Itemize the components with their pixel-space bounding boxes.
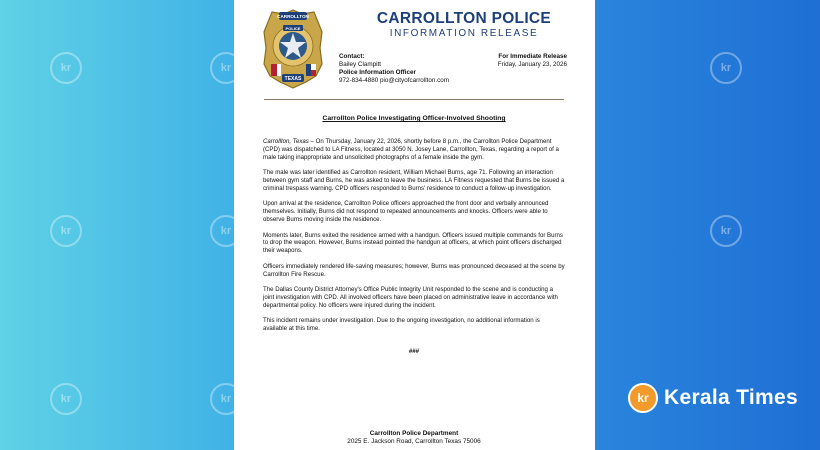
svg-text:CARROLLTON: CARROLLTON [277,14,309,19]
footer-name: Carrollton Police Department [369,430,459,437]
header-divider [264,99,564,100]
paragraph-text: – On Thursday, January 22, 2026, shortly before 8 p.m., the Carrollton Police Department (CPD) was dispatched to LA Fitness, located at 3050 N. Josey Lane, Carrollton, Texas, regarding a report of a male taking inappropriate and unsolicited photographs of a female inside the gym. [263,138,559,161]
paragraph: The male was later identified as Carrollton resident, William Michael Burns, age 71. Following an interaction between gym staff and Burns, he was asked to leave the business. LA Fitness requested that Burns be issued a criminal trespass warning. CPD officers responded to Burns' residence to conduct a follow-up investigation. [263,169,565,192]
release-label: For Immediate Release [498,53,567,60]
article-body [263,138,565,341]
contact-label: Contact: [339,53,365,60]
release-date: Friday, January 23, 2026 [497,61,567,68]
watermark-logo-icon: kr [210,215,242,247]
release-block [447,53,567,69]
article-headline: Carrollton Police Investigating Officer-Involved Shooting [322,115,506,122]
kerala-times-logo-icon: kr [628,383,658,413]
watermark-logo-icon: kr [50,383,82,415]
contact-role: Police Information Officer [339,69,416,76]
watermark-logo-icon: kr [210,52,242,84]
watermark-logo-icon: kr [710,52,742,84]
contact-name: Bailey Clampitt [339,61,381,68]
contact-phone-email: 972-834-4880 pio@cityofcarrollton.com [339,77,449,84]
paragraph: This incident remains under investigation. Due to the ongoing investigation, no additional information is available at this time. [263,317,540,333]
watermark-logo-icon: kr [210,383,242,415]
dateline: Carrollton, Texas [263,138,309,145]
footer-address: 2025 E. Jackson Road, Carrollton Texas 75006 [347,438,481,445]
footer-block [264,430,564,446]
brand-name: Kerala Times [664,386,798,409]
department-title: CARROLLTON POLICE [376,10,552,27]
paragraph: Moments later, Burns exited the residence armed with a handgun. Officers issued multiple commands for Burns to drop the weapon. However, Burns instead pointed the handgun at officers, at which point officers discharged their weapons. [263,231,563,255]
paragraph: Upon arrival at the residence, Carrollton Police officers approached the front door and verbally announced themselves. Initially, Burns did not respond to repeated announcements and knocks. Officers were able to observe Burns moving inside the residence. [263,200,549,223]
kerala-times-brand [628,383,798,413]
release-type-label: INFORMATION RELEASE [389,28,539,39]
paragraph: The Dallas County District Attorney's Office Public Integrity Unit responded to the scene and is conducting a joint investigation with CPD. All involved officers have been placed on administrative leave in accordance with departmental policy. No officers were injured during the incident. [263,286,558,309]
paragraph: Officers immediately rendered life-saving measures; however, Burns was pronounced deceased at the scene by Carrollton Fire Rescue. [263,262,565,278]
svg-text:TEXAS: TEXAS [284,76,302,82]
watermark-logo-icon: kr [710,215,742,247]
watermark-logo-icon: kr [50,215,82,247]
end-mark: ### [408,348,420,355]
paragraph [263,138,565,161]
watermark-logo-icon: kr [50,52,82,84]
svg-text:POLICE: POLICE [285,25,301,31]
press-release-document [234,0,595,450]
police-badge-icon [262,8,324,90]
